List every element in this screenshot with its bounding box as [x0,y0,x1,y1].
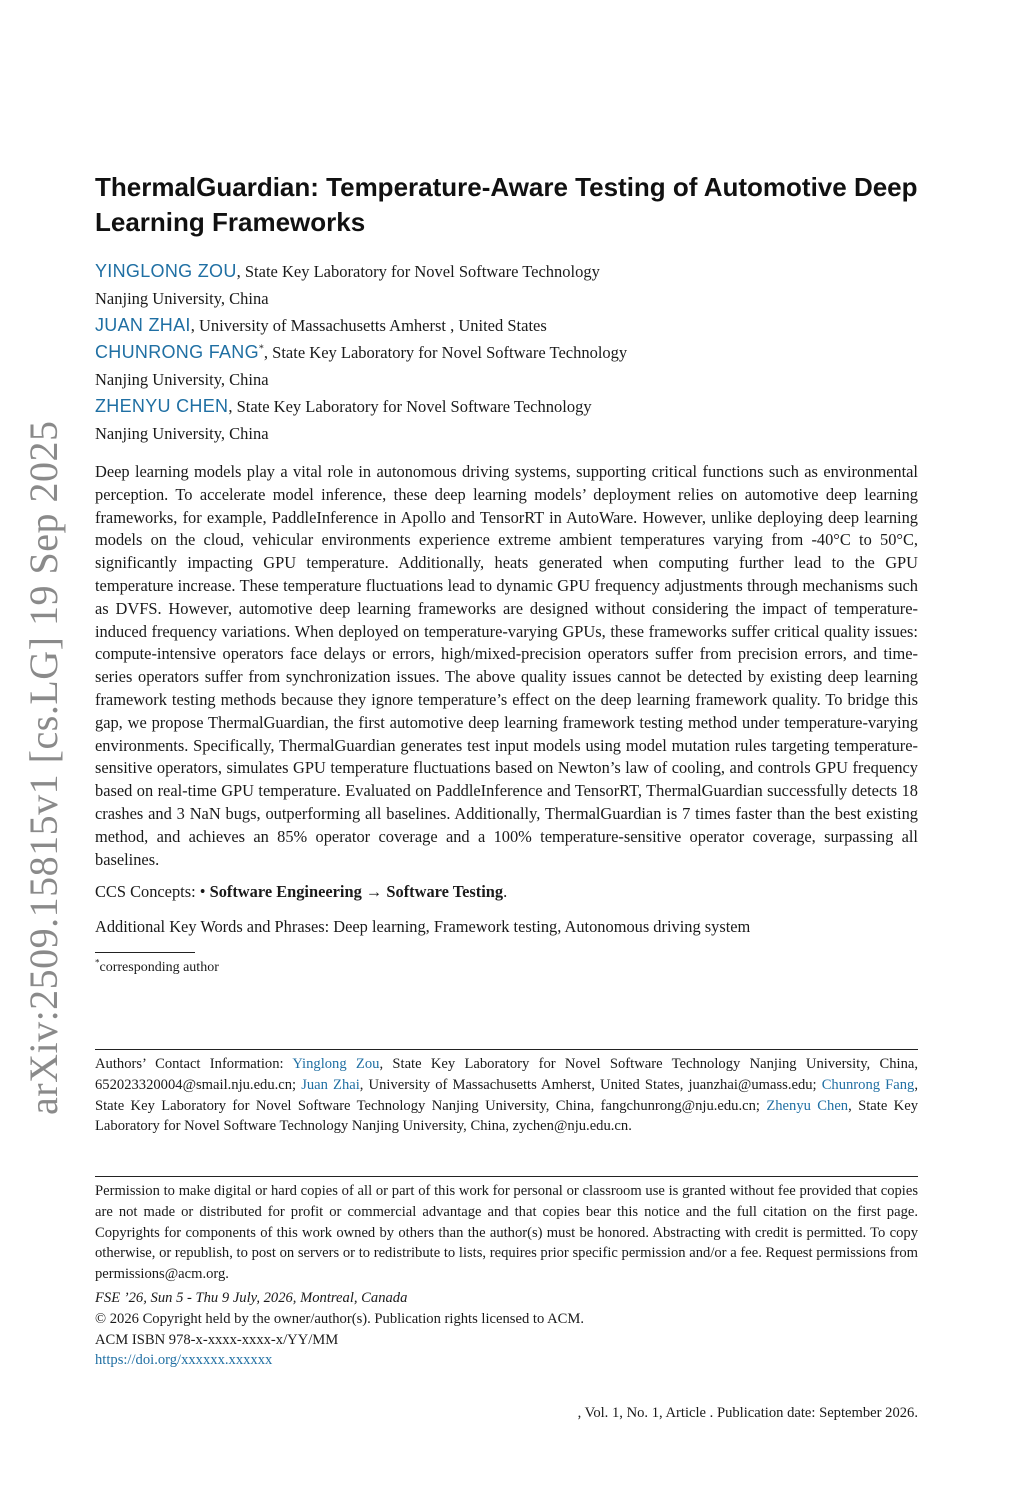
author-affiliation: , State Key Laboratory for Novel Software Technology [236,262,600,281]
author-affiliation: , State Key Laboratory for Novel Software Technology [263,343,628,362]
contact-author-link[interactable]: Yinglong Zou [292,1056,380,1072]
copyright-notice: © 2026 Copyright held by the owner/author(s). Publication rights licensed to ACM. [95,1310,584,1327]
author-name[interactable]: CHUNRONG FANG [95,342,259,362]
contact-details: , State Key Laboratory for Novel Software Technology Nanjing University, China, fangchunrong@nju.edu.cn; [95,1076,918,1114]
footnote-mark: * [95,957,100,968]
permission-notice: Permission to make digital or hard copies of all or part of this work for personal or classroom use is granted without fee provided that copies are not made or distributed for profit or commercial advantage and that copies bear this notice and the full citation on the first page. Copyrights for components of this work owned by others than the author(s) must be honored. Abstracting with credit is permitted. To copy otherwise, or republish, to post on servers or to redistribute to lists, requires prior specific permission and/or a fee. Request permissions from permissions@acm.org. [95,1183,918,1283]
ccs-concept: Software Engineering [209,882,362,902]
contact-author-link[interactable]: Juan Zhai [301,1076,360,1093]
keywords: Additional Key Words and Phrases: Deep learning, Framework testing, Autonomous driving system [95,917,751,937]
paper-title: ThermalGuardian: Temperature-Aware Testing of Automotive Deep Learning Frameworks [95,172,918,237]
contact-details: , University of Massachusetts Amherst, United States, juanzhai@umass.edu; [359,1076,822,1093]
author-affiliation: , State Key Laboratory for Novel Software Technology [228,397,592,416]
authors-contact-information [95,1054,918,1137]
isbn: ACM ISBN 978-x-xxxx-xxxx-x/YY/MM [95,1331,339,1348]
contact-author-link[interactable]: Chunrong Fang [821,1076,915,1093]
author-location: Nanjing University, China [95,289,269,308]
author-block [95,258,918,447]
corresponding-author-mark: * [258,343,264,355]
publication-metadata [95,1288,918,1371]
author-entry [95,258,918,285]
page-footer: , Vol. 1, No. 1, Article . Publication date: September 2026. [577,1405,918,1421]
author-location: Nanjing University, China [95,424,269,443]
author-location: Nanjing University, China [95,370,269,389]
ccs-label: CCS Concepts: • [95,882,210,902]
footnote [95,959,918,977]
contact-label: Authors’ Contact Information: [95,1056,293,1072]
contact-author-link[interactable]: Zhenyu Chen [766,1097,849,1114]
author-name[interactable]: JUAN ZHAI [95,315,191,335]
footnote-rule [95,952,195,953]
contact-details: , State Key Laboratory for Novel Software Technology Nanjing University, China, 652023320004@smail.nju.edu.cn; [95,1056,919,1093]
author-name[interactable]: ZHENYU CHEN [95,396,229,416]
conference-info: FSE ’26, Sun 5 - Thu 9 July, 2026, Montreal, Canada [95,1290,408,1306]
ccs-arrow: → [361,882,387,902]
ccs-concepts [95,881,918,903]
abstract-text: Deep learning models play a vital role in autonomous driving systems, supporting critical functions such as environmental perception. To accelerate model inference, these deep learning models’ deployment relies on automotive deep learning frameworks, for example, PaddleInference in Apollo and TensorRT in AutoWare. However, unlike deploying deep learning models on the cloud, vehicular environments experience extreme ambient temperatures varying from -40°C to 50°C, significantly impacting GPU temperature. Additionally, heats generated when computing further lead to the GPU temperature increase. These temperature fluctuations lead to dynamic GPU frequency adjustments through mechanisms such as DVFS. However, automotive deep learning frameworks are designed without considering the impact of temperature-induced frequency variations. When deployed on temperature-varying GPUs, these frameworks suffer critical quality issues: compute-intensive operators face delays or errors, high/mixed-precision operators suffer from precision errors, and time-series operators suffer from synchronization issues. The above quality issues cannot be detected by existing deep learning framework testing methods because they ignore temperature’s effect on the deep learning framework quality. To bridge this gap, we propose ThermalGuardian, the first automotive deep learning framework testing method under temperature-varying environments. Specifically, ThermalGuardian generates test input models using model mutation rules targeting temperature-sensitive operators, simulates GPU temperature fluctuations based on Newton’s law of cooling, and controls GPU frequency based on real-time GPU temperature. Evaluated on PaddleInference and TensorRT, ThermalGuardian successfully detects 18 crashes and 3 NaN bugs, outperforming all baselines. Additionally, ThermalGuardian is 7 times faster than the best existing method, and achieves an 85% operator coverage and a 100% temperature-sensitive operator coverage, surpassing all baselines. [95,462,918,869]
author-entry [95,339,918,366]
main-content [95,170,918,977]
footnote-text: corresponding author [99,960,219,976]
doi-link[interactable]: https://doi.org/xxxxxx.xxxxxx [95,1352,273,1369]
author-name[interactable]: YINGLONG ZOU [95,261,237,281]
abstract [95,461,918,871]
ccs-subconcept: Software Testing [386,882,504,902]
contact-details: , State Key Laboratory for Novel Software Technology Nanjing University, China, zychen@nju.edu.cn. [95,1097,918,1135]
contact-rule [95,1049,918,1050]
author-entry [95,312,918,339]
author-affiliation: , University of Massachusetts Amherst , United States [190,316,547,335]
arxiv-identifier-stamp: arXiv:2509.15815v1 [cs.LG] 19 Sep 2025 [21,420,66,1115]
author-entry [95,393,918,420]
ccs-end: . [503,882,508,902]
permission-rule [95,1176,918,1177]
